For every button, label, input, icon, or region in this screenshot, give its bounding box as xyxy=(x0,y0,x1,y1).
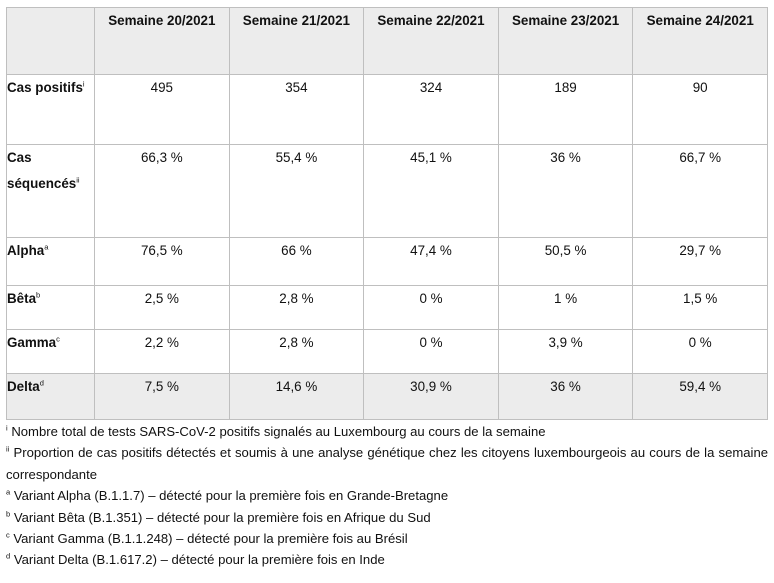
table-cell: 47,4 % xyxy=(364,238,499,286)
table-cell: 76,5 % xyxy=(95,238,230,286)
table-cell: 7,5 % xyxy=(95,374,230,420)
table-cell: 66,3 % xyxy=(95,145,230,238)
table-cell: 66,7 % xyxy=(633,145,768,238)
column-header: Semaine 24/2021 xyxy=(633,8,768,75)
table-row-delta xyxy=(7,374,768,420)
table-cell: 66 % xyxy=(229,238,364,286)
table-row-beta xyxy=(7,286,768,330)
footnote: $^c$ Variant Gamma (B.1.1.248) – détecté pour la première fois au Brésil xyxy=(6,530,408,547)
table-cell: 0 % xyxy=(633,330,768,374)
table-cell: 354 xyxy=(229,75,364,145)
column-header: Semaine 21/2021 xyxy=(229,8,364,75)
table-cell: 30,9 % xyxy=(364,374,499,420)
footnote: $^d$ Variant Delta (B.1.617.2) – détecté pour la première fois en Inde xyxy=(6,552,385,568)
column-header: Semaine 22/2021 xyxy=(364,8,499,75)
table-cell: 1,5 % xyxy=(633,286,768,330)
table-cell: 90 xyxy=(633,75,768,145)
table-cell: 36 % xyxy=(498,145,633,238)
table-cell: 2,8 % xyxy=(229,286,364,330)
table-cell: 495 xyxy=(95,75,230,145)
table-cell: 0 % xyxy=(364,330,499,374)
footnote: $^i$ Nombre total de tests SARS-CoV-2 positifs signalés au Luxembourg au cours de la semaine xyxy=(6,423,546,439)
footnote: $^{ii}$ Proportion de cas positifs détectés et soumis à une analyse génétique chez les citoyens luxembourgeois au cours de la semaine correspondante xyxy=(6,445,769,482)
table-cell: 2,5 % xyxy=(95,286,230,330)
row-label: Delta$^d$ xyxy=(7,374,95,420)
table-cell: 189 xyxy=(498,75,633,145)
header-row xyxy=(7,8,768,75)
column-header: Semaine 23/2021 xyxy=(498,8,633,75)
table-cell: 50,5 % xyxy=(498,238,633,286)
footnote: $^b$ Variant Bêta (B.1.351) – détecté pour la première fois en Afrique du Sud xyxy=(6,509,431,525)
table-cell: 55,4 % xyxy=(229,145,364,238)
column-header: Semaine 20/2021 xyxy=(95,8,230,75)
footnote: $^a$ Variant Alpha (B.1.1.7) – détecté pour la première fois en Grande-Bretagne xyxy=(6,487,449,504)
table-cell: 1 % xyxy=(498,286,633,330)
table-cell: 3,9 % xyxy=(498,330,633,374)
row-label: Gamma$^c$ xyxy=(7,330,95,374)
row-label: Bêta$^b$ xyxy=(7,286,95,330)
table-cell: 36 % xyxy=(498,374,633,420)
table-row-cas-positifs xyxy=(7,75,768,145)
table-cell: 2,2 % xyxy=(95,330,230,374)
table-cell: 324 xyxy=(364,75,499,145)
corner-cell xyxy=(7,8,95,75)
variants-table xyxy=(6,7,768,420)
table-row-cas-sequences xyxy=(7,145,768,238)
table-cell: 0 % xyxy=(364,286,499,330)
table-cell: 29,7 % xyxy=(633,238,768,286)
table-cell: 45,1 % xyxy=(364,145,499,238)
footnotes xyxy=(6,421,768,571)
table-row-gamma xyxy=(7,330,768,374)
table-cell: 2,8 % xyxy=(229,330,364,374)
row-label: Alpha$^a$ xyxy=(7,238,95,286)
table-row-alpha xyxy=(7,238,768,286)
table-cell: 14,6 % xyxy=(229,374,364,420)
table-cell: 59,4 % xyxy=(633,374,768,420)
row-label: Cas séquencés$^{ii}$ xyxy=(7,145,95,238)
row-label: Cas positifs$^i$ xyxy=(7,75,95,145)
